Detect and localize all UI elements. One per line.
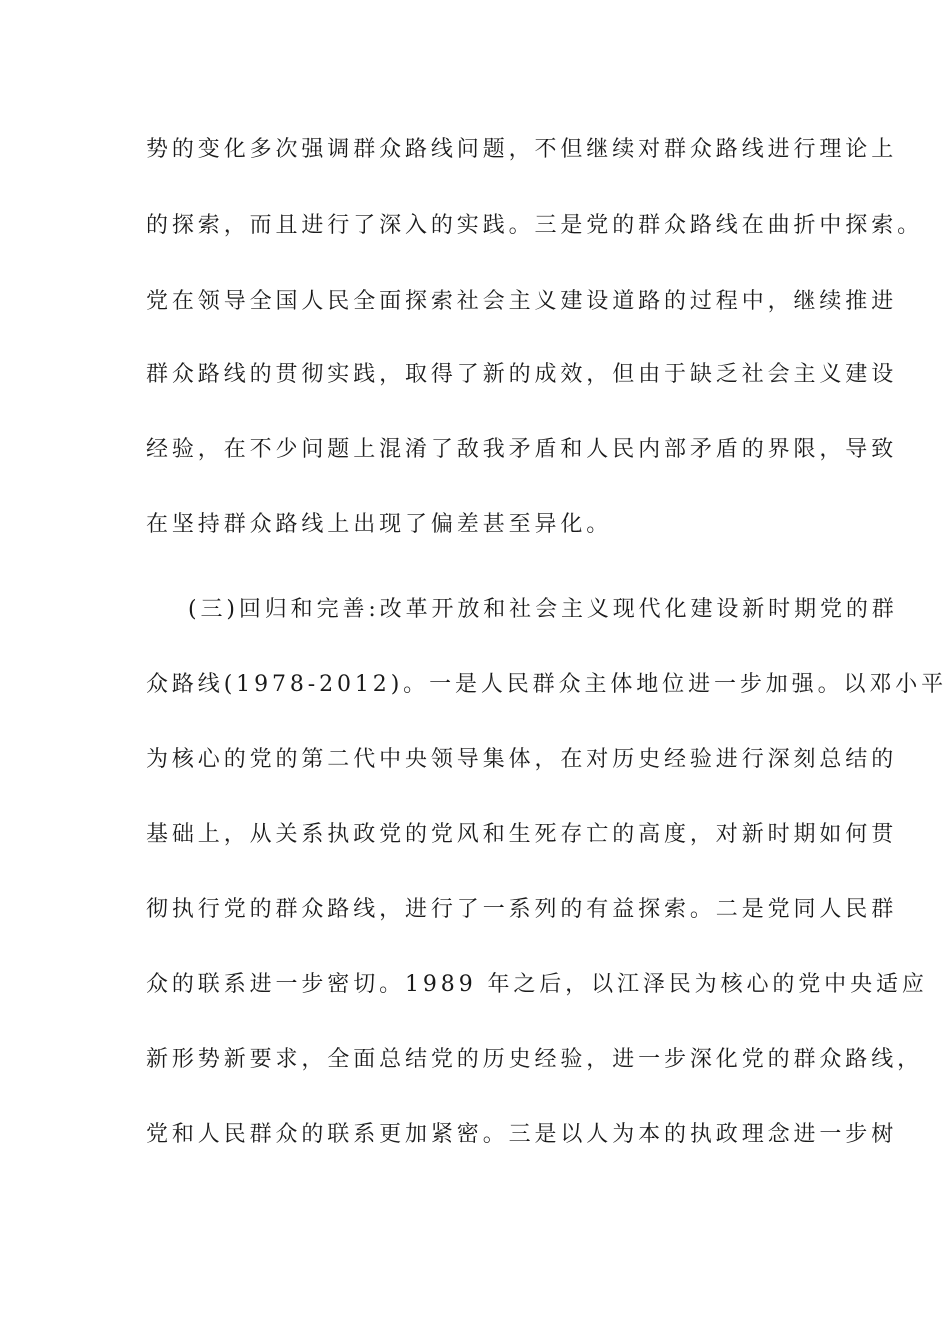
paragraph-2-line-7: 新形势新要求，全面总结党的历史经验，进一步深化党的群众路线，: [146, 1047, 924, 1072]
paragraph-2-line-4: 基础上，从关系执政党的党风和生死存亡的高度，对新时期如何贯: [146, 822, 898, 847]
paragraph-1-line-6: 在坚持群众路线上出现了偏差甚至异化。: [146, 512, 613, 537]
paragraph-1-line-1: 势的变化多次强调群众路线问题，不但继续对群众路线进行理论上: [146, 137, 898, 162]
paragraph-2-line-3: 为核心的党的第二代中央领导集体，在对历史经验进行深刻总结的: [146, 747, 898, 772]
paragraph-2-line-2: 众路线(1978-2012)。一是人民群众主体地位进一步加强。以邓小平: [146, 672, 948, 697]
paragraph-1-line-5: 经验，在不少问题上混淆了敌我矛盾和人民内部矛盾的界限，导致: [146, 437, 898, 462]
paragraph-1-line-3: 党在领导全国人民全面探索社会主义建设道路的过程中，继续推进: [146, 289, 898, 314]
paragraph-2-line-5: 彻执行党的群众路线，进行了一系列的有益探索。二是党同人民群: [146, 897, 898, 922]
paragraph-2-line-1: (三)回归和完善:改革开放和社会主义现代化建设新时期党的群: [188, 597, 898, 622]
paragraph-2-line-6: 众的联系进一步密切。1989 年之后，以江泽民为核心的党中央适应: [146, 972, 928, 997]
paragraph-1-line-4: 群众路线的贯彻实践，取得了新的成效，但由于缺乏社会主义建设: [146, 362, 898, 387]
paragraph-1-line-2: 的探索，而且进行了深入的实践。三是党的群众路线在曲折中探索。: [146, 213, 924, 238]
paragraph-2-line-8: 党和人民群众的联系更加紧密。三是以人为本的执政理念进一步树: [146, 1122, 898, 1147]
